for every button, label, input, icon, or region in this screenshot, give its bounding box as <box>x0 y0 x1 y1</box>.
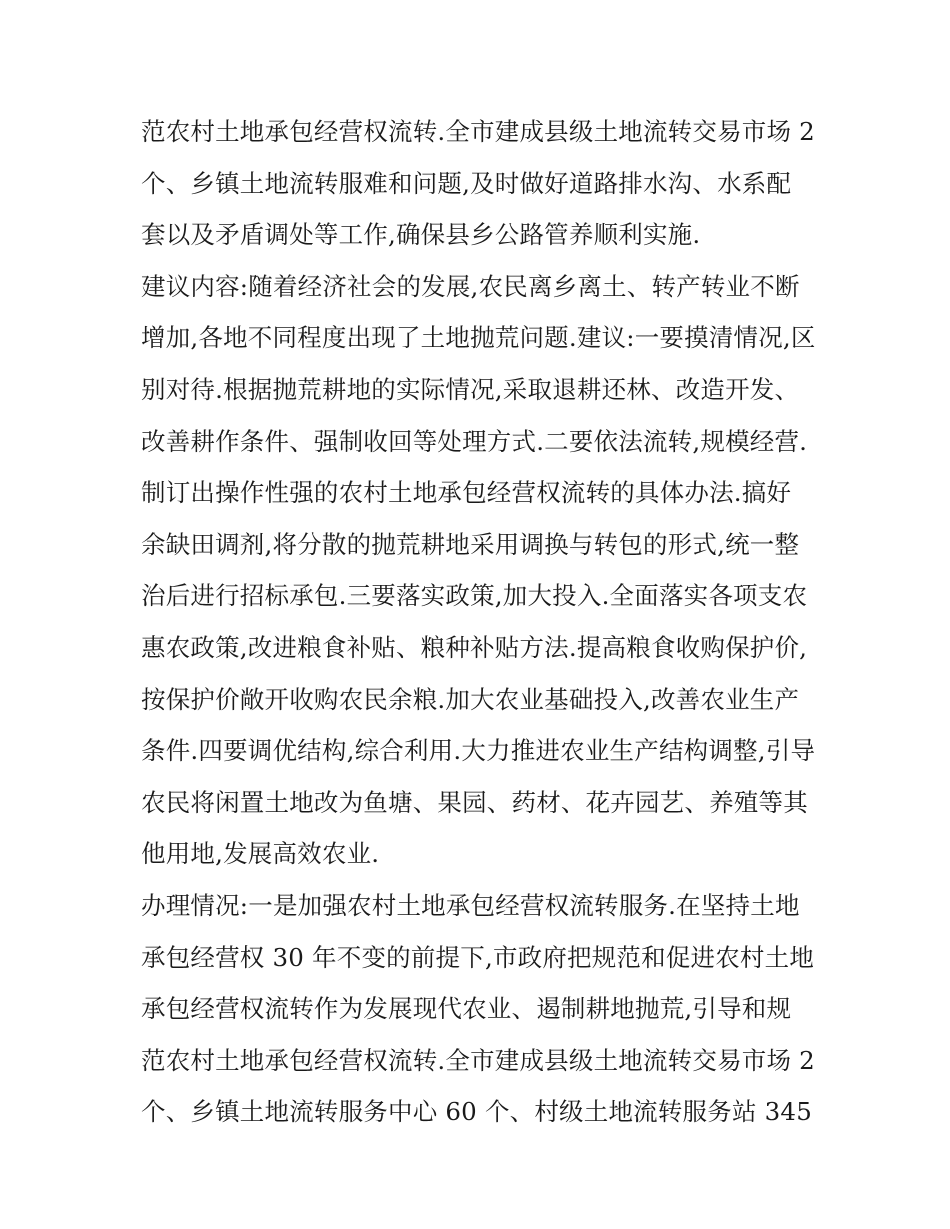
text-line: 范农村土地承包经营权流转.全市建成县级土地流转交易市场 2 <box>141 1045 815 1075</box>
text-line: 个、乡镇土地流转服难和问题,及时做好道路排水沟、水系配 <box>141 168 792 198</box>
text-line: 改善耕作条件、强制收回等处理方式.二要依法流转,规模经营. <box>141 426 808 456</box>
text-line: 承包经营权 30 年不变的前提下,市政府把规范和促进农村土地 <box>141 942 815 972</box>
text-line: 增加,各地不同程度出现了土地抛荒问题.建议:一要摸清情况,区 <box>141 323 816 353</box>
text-line: 条件.四要调优结构,综合利用.大力推进农业生产结构调整,引导 <box>141 736 816 766</box>
text-line: 范农村土地承包经营权流转.全市建成县级土地流转交易市场 2 <box>141 117 815 146</box>
text-line: 惠农政策,改进粮食补贴、粮种补贴方法.提高粮食收购保护价, <box>141 632 808 662</box>
text-line: 他用地,发展高效农业. <box>141 839 380 869</box>
text-line: 个、乡镇土地流转服务中心 60 个、村级土地流转服务站 345 <box>141 1097 812 1127</box>
text-line: 承包经营权流转作为发展现代农业、遏制耕地抛荒,引导和规 <box>141 994 792 1024</box>
text-line: 套以及矛盾调处等工作,确保县乡公路管养顺利实施. <box>141 220 701 250</box>
text-line: 治后进行招标承包.三要落实政策,加大投入.全面落实各项支农 <box>141 581 808 611</box>
document-body <box>141 106 821 1138</box>
text-line: 农民将闲置土地改为鱼塘、果园、药材、花卉园艺、养殖等其 <box>141 787 808 817</box>
text-line: 建议内容:随着经济社会的发展,农民离乡离土、转产转业不断 <box>141 271 800 301</box>
text-line: 余缺田调剂,将分散的抛荒耕地采用调换与转包的形式,统一整 <box>141 529 800 559</box>
text-line: 制订出操作性强的农村土地承包经营权流转的具体办法.搞好 <box>141 478 792 508</box>
text-line: 别对待.根据抛荒耕地的实际情况,采取退耕还林、改造开发、 <box>141 374 800 404</box>
text-line: 按保护价敞开收购农民余粮.加大农业基础投入,改善农业生产 <box>141 684 800 714</box>
text-line: 办理情况:一是加强农村土地承包经营权流转服务.在坚持土地 <box>141 890 800 920</box>
